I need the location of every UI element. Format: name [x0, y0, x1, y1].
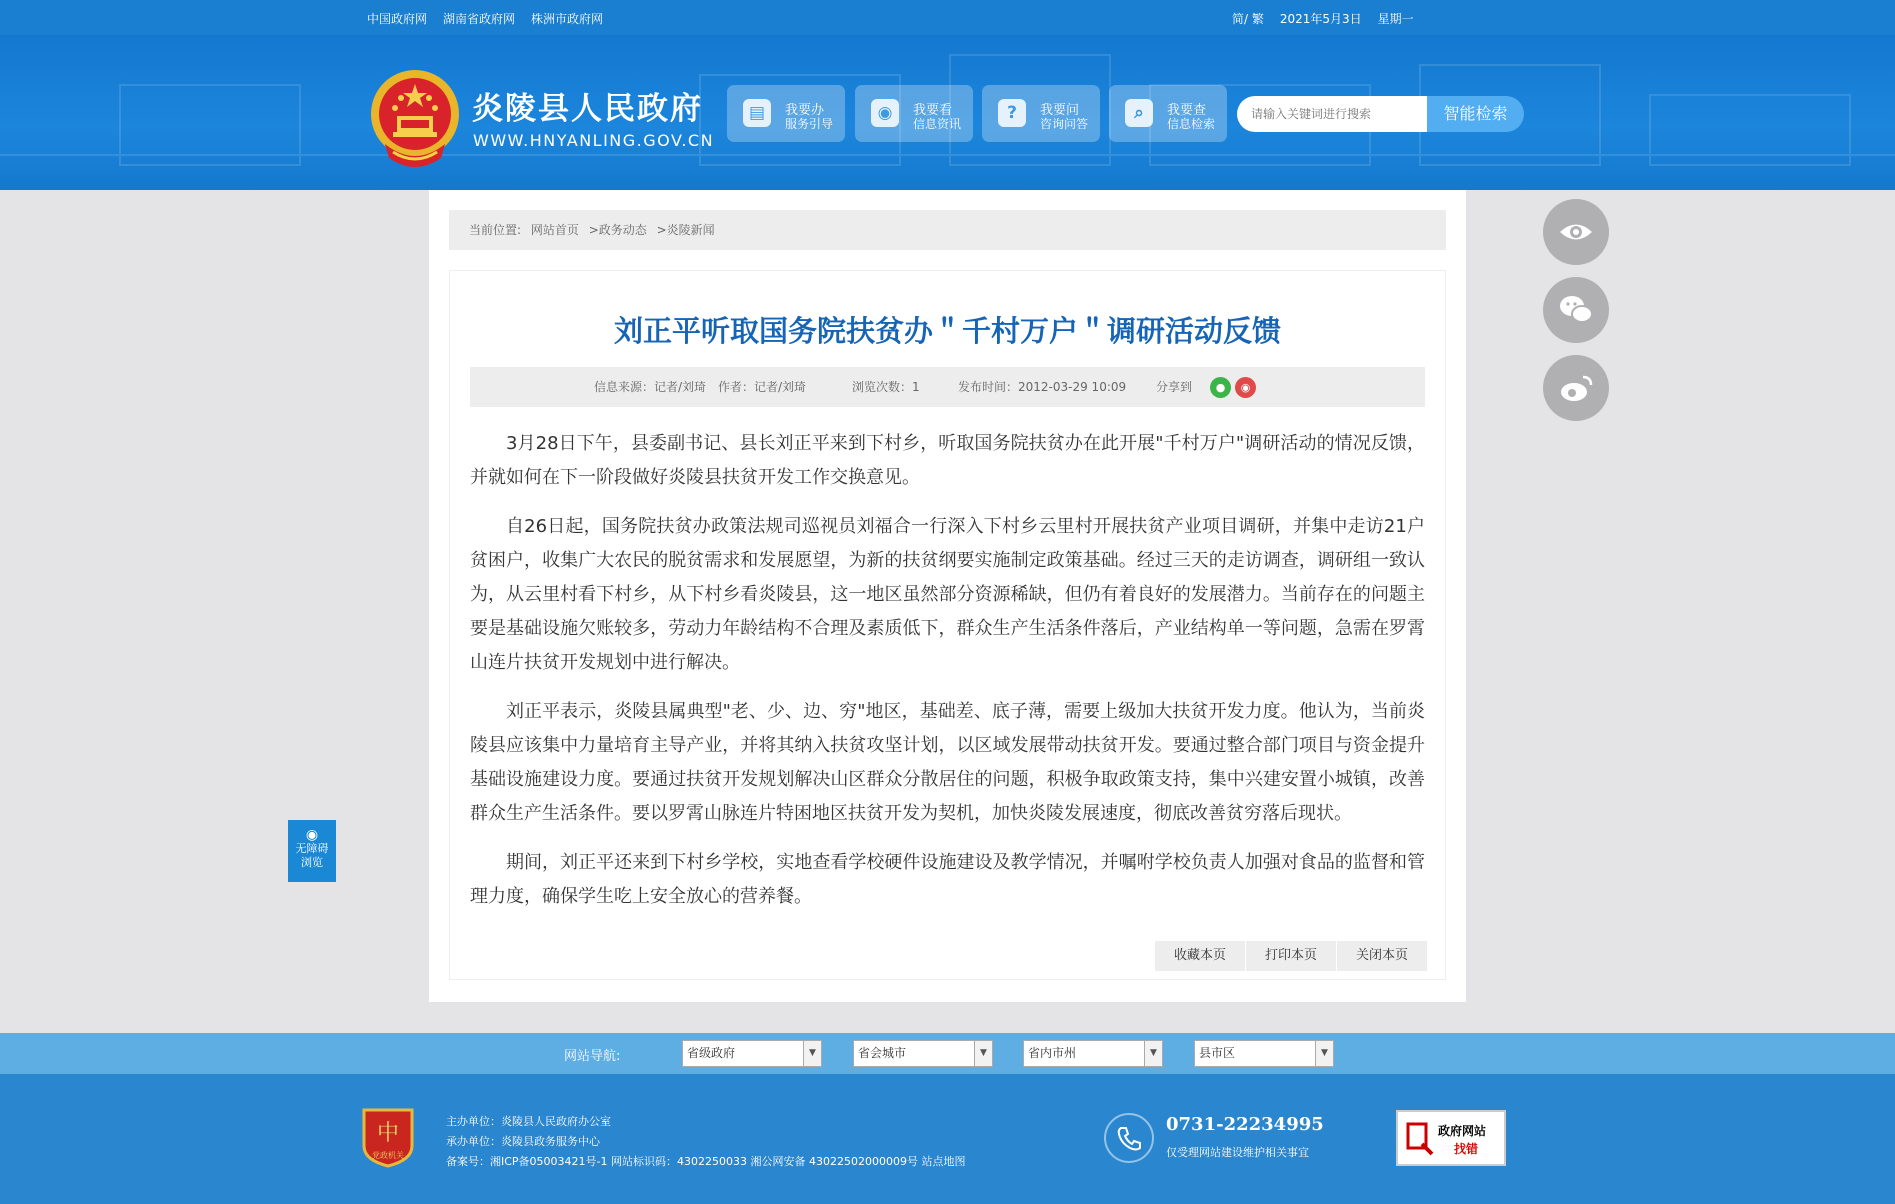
footer-organizer: 承办单位：炎陵县政务服务中心: [446, 1135, 600, 1148]
party-gov-badge-icon[interactable]: [360, 1106, 416, 1168]
float-eye-button[interactable]: [1543, 199, 1609, 265]
float-wechat-button[interactable]: [1543, 277, 1609, 343]
nav-label: 我要看: [913, 103, 953, 118]
wechat-share-icon[interactable]: ●: [1210, 377, 1231, 398]
footer-info: [446, 1112, 965, 1172]
top-bar: [0, 0, 1895, 35]
site-footer: [0, 1074, 1895, 1204]
nav-qa[interactable]: [982, 85, 1100, 142]
top-link-hunan[interactable]: 湖南省政府网: [443, 12, 516, 26]
article-title: 刘正平听取国务院扶贫办＂千村万户＂调研活动反馈: [613, 314, 1281, 348]
meta-views: 浏览次数：1: [852, 380, 920, 394]
search-button[interactable]: 智能检索: [1427, 96, 1524, 132]
breadcrumb: [449, 210, 1446, 250]
select-value: 省会城市: [858, 1046, 907, 1060]
wechat-icon: [1543, 277, 1609, 343]
article-body: [470, 427, 1425, 929]
current-weekday: 星期一: [1377, 12, 1414, 26]
nav-label: 我要问: [1040, 103, 1080, 118]
site-header: [0, 35, 1895, 190]
select-city[interactable]: [1023, 1040, 1163, 1067]
chevron-down-icon: ▼: [1315, 1041, 1333, 1066]
contact-phone: 0731-22234995: [1166, 1114, 1324, 1135]
accessibility-sublabel: 浏览: [301, 856, 323, 869]
find-error-line1: 政府网站: [1438, 1124, 1487, 1138]
chevron-down-icon: ▼: [803, 1041, 821, 1066]
weibo-share-icon[interactable]: ◉: [1235, 377, 1256, 398]
float-weibo-button[interactable]: [1543, 355, 1609, 421]
find-error-button[interactable]: [1396, 1110, 1506, 1166]
nav-sublabel: 咨询问答: [1040, 117, 1089, 131]
national-emblem-icon: [367, 68, 463, 172]
top-links: [367, 10, 603, 27]
footer-host: 主办单位：炎陵县人民政府办公室: [446, 1115, 611, 1128]
search-box: [1237, 96, 1524, 132]
select-value: 省级政府: [687, 1046, 736, 1060]
accessibility-button[interactable]: [288, 820, 336, 882]
article-paragraph: 期间，刘正平还来到下村乡学校，实地查看学校硬件设施建设及教学情况，并嘱咐学校负责人加强对食品的监督和管理力度，确保学生吃上安全放心的营养餐。: [470, 852, 1425, 907]
article: [449, 270, 1446, 980]
breadcrumb-home[interactable]: 网站首页: [530, 223, 579, 237]
nav-sublabel: 信息检索: [1167, 117, 1216, 131]
nav-sublabel: 信息资讯: [913, 117, 962, 131]
find-error-line2: 找错: [1454, 1142, 1479, 1156]
meta-author: 作者：记者/刘琦: [718, 380, 807, 394]
article-actions: [1154, 941, 1427, 971]
footer-record: 备案号：湘ICP备05003421号-1 网站标识码：4302250033 湘公网安备 43022502000009号 站点地图: [446, 1155, 966, 1168]
svg-text:中: 中: [376, 1121, 400, 1146]
article-paragraph: 3月28日下午，县委副书记、县长刘正平来到下村乡，听取国务院扶贫办在此开展"千村万户"调研活动的情况反馈，并就如何在下一阶段做好炎陵县扶贫开发工作交换意见。: [470, 433, 1425, 488]
magnifier-icon: [1406, 1120, 1434, 1156]
search-input[interactable]: [1237, 96, 1427, 132]
article-paragraph: 刘正平表示，炎陵县属典型"老、少、边、穷"地区，基础差、底子薄，需要上级加大扶贫开发力度。他认为，当前炎陵县应该集中力量培育主导产业，并将其纳入扶贫攻坚计划，以区域发展带动扶贫开发。要通过整合部门项目与资金提升基础设施建设力度。要通过扶贫开发规划解决山区群众分散居住的问题，积极争取政策支持，集中兴建安置小城镇，改善群众生产生活条件。要以罗霄山脉连片特困地区扶贫开发为契机，加快炎陵发展速度，彻底改善贫穷落后现状。: [470, 701, 1425, 824]
document-icon: ▤: [743, 99, 771, 127]
nav-info[interactable]: [855, 85, 973, 142]
nav-label: 我要查: [1167, 103, 1207, 118]
eye-icon: [1543, 199, 1609, 265]
close-page-button[interactable]: 关闭本页: [1337, 941, 1427, 971]
accessibility-label: 无障碍: [295, 842, 329, 855]
meta-source: 信息来源：记者/刘琦: [594, 380, 707, 394]
current-date: 2021年5月3日: [1279, 12, 1362, 26]
breadcrumb-prefix: 当前位置:: [469, 223, 522, 237]
chevron-down-icon: ▼: [974, 1041, 992, 1066]
lang-switch[interactable]: 简/ 繁: [1232, 12, 1264, 26]
breadcrumb-local-news[interactable]: >炎陵新闻: [656, 223, 715, 237]
phone-icon: [1104, 1113, 1154, 1163]
phone-note: 仅受理网站建设维护相关事宜: [1166, 1146, 1309, 1159]
meta-published: 发布时间：2012-03-29 10:09: [958, 380, 1127, 394]
main-panel: [429, 190, 1466, 1002]
nav-label: 我要办: [785, 103, 825, 118]
question-icon: ?: [998, 99, 1026, 127]
breadcrumb-news[interactable]: >政务动态: [588, 223, 647, 237]
select-capital[interactable]: [853, 1040, 993, 1067]
select-county[interactable]: [1194, 1040, 1334, 1067]
select-provincial[interactable]: [682, 1040, 822, 1067]
top-link-gov[interactable]: 中国政府网: [367, 12, 428, 26]
weibo-icon: [1543, 355, 1609, 421]
top-link-zhuzhou[interactable]: 株洲市政府网: [531, 12, 604, 26]
site-domain: WWW.HNYANLING.GOV.CN: [473, 131, 715, 150]
nav-sublabel: 服务引导: [785, 117, 834, 131]
nav-retrieval[interactable]: [1109, 85, 1227, 142]
article-paragraph: 自26日起，国务院扶贫办政策法规司巡视员刘福合一行深入下村乡云里村开展扶贫产业项目调研，并集中走访21户贫困户，收集广大农民的脱贫需求和发展愿望，为新的扶贫纲要实施制定政策基础。经过三天的走访调查，调研组一致认为，从云里村看下村乡，从下村乡看炎陵县，这一地区虽然部分资源稀缺，但仍有着良好的发展潜力。当前存在的问题主要是基础设施欠账较多，劳动力年龄结构不合理及素质低下，群众生产生活条件落后，产业结构单一等问题，急需在罗霄山连片扶贫开发规划中进行解决。: [470, 516, 1425, 673]
eye-icon: ◉: [871, 99, 899, 127]
select-value: 县市区: [1199, 1046, 1236, 1060]
top-right: [1232, 10, 1414, 27]
site-title: 炎陵县人民政府: [472, 91, 703, 127]
bookmark-button[interactable]: 收藏本页: [1155, 941, 1245, 971]
nav-service-guide[interactable]: [727, 85, 845, 142]
print-button[interactable]: 打印本页: [1246, 941, 1336, 971]
chevron-down-icon: ▼: [1144, 1041, 1162, 1066]
eye-icon: ◉: [305, 827, 319, 843]
search-icon: ⌕: [1125, 99, 1153, 127]
share-label: 分享到: [1156, 380, 1193, 394]
article-meta: [470, 367, 1425, 407]
select-value: 省内市州: [1028, 1046, 1077, 1060]
badge-label: 党政机关: [372, 1151, 404, 1160]
footer-nav-label: 网站导航:: [564, 1049, 621, 1064]
footer-nav: [0, 1033, 1895, 1074]
